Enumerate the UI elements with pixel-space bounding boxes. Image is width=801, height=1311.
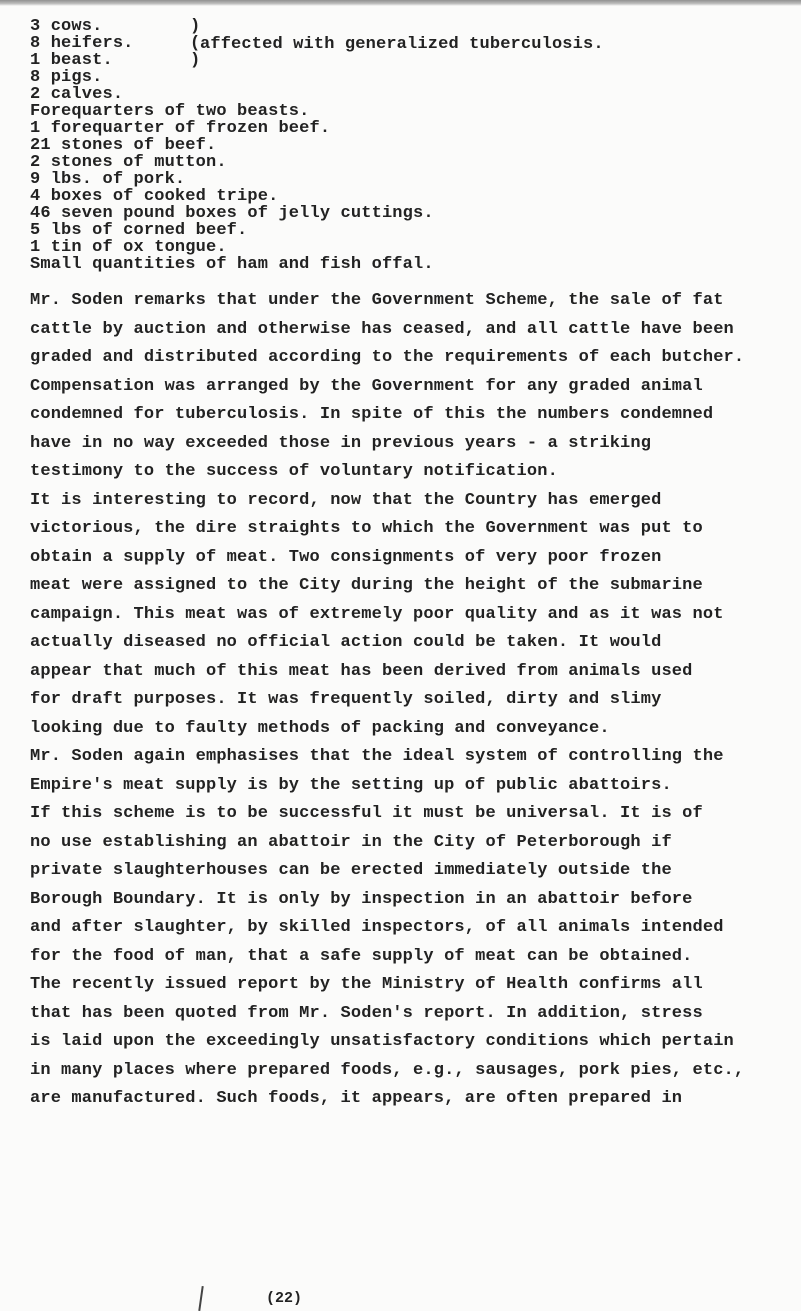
text-line: Mr. Soden remarks that under the Government Scheme, the sale of fat <box>30 291 724 310</box>
tuberculosis-group <box>30 18 790 69</box>
list-item: 9 lbs. of pork. <box>30 170 186 189</box>
text-line: Empire's meat supply is by the setting up of public abattoirs. <box>30 775 672 795</box>
text-line: If this scheme is to be successful it must be universal. It is of <box>30 804 703 823</box>
paragraph-grading <box>30 287 790 487</box>
text-line: victorious, the dire straights to which the Government was put to <box>30 519 703 538</box>
list-item: 2 calves. <box>30 85 124 104</box>
text-line: no use establishing an abattoir in the City of Peterborough if <box>30 832 672 852</box>
text-line: Mr. Soden again emphasises that the ideal system of controlling the <box>30 747 724 766</box>
text-line: Borough Boundary. It is only by inspection in an abattoir before <box>30 889 693 909</box>
text-line: for draft purposes. It was frequently soiled, dirty and slimy <box>30 690 662 709</box>
page-number: (22) <box>266 1290 303 1307</box>
pen-mark <box>198 1286 203 1311</box>
text-line: and after slaughter, by skilled inspectors, of all animals intended <box>30 918 724 937</box>
text-line: is laid upon the exceedingly unsatisfactory conditions which pertain <box>30 1032 734 1051</box>
group-note: affected with generalized tuberculosis. <box>200 35 604 54</box>
list-item: 8 pigs. <box>30 68 103 87</box>
list-item: 4 boxes of cooked tripe. <box>30 187 279 206</box>
paragraph-abattoirs <box>30 743 790 1114</box>
list-item: 21 stones of beef. <box>30 136 217 155</box>
text-line: private slaughterhouses can be erected immediately outside the <box>30 861 672 880</box>
text-line: looking due to faulty methods of packing and conveyance. <box>30 718 610 738</box>
document-text <box>30 18 790 1114</box>
text-line: meat were assigned to the City during the height of the submarine <box>30 576 703 595</box>
text-line: graded and distributed according to the requirements of each butcher. <box>30 348 745 367</box>
list-item: Small quantities of ham and fish offal. <box>30 255 434 274</box>
list-item: 8 heifers. <box>30 34 134 53</box>
scan-top-edge <box>0 0 801 6</box>
list-item: 46 seven pound boxes of jelly cuttings. <box>30 204 434 223</box>
list-item: 1 forequarter of frozen beef. <box>30 119 331 138</box>
brace-glyph: ) ( ) <box>190 17 201 70</box>
text-line: that has been quoted from Mr. Soden's report. In addition, stress <box>30 1003 703 1023</box>
text-line: testimony to the success of voluntary notification. <box>30 462 558 481</box>
text-line: cattle by auction and otherwise has ceased, and all cattle have been <box>30 319 734 339</box>
list-item: 2 stones of mutton. <box>30 153 227 172</box>
text-line: are manufactured. Such foods, it appears, are often prepared in <box>30 1089 683 1108</box>
text-line: It is interesting to record, now that the Country has emerged <box>30 490 662 510</box>
text-line: Compensation was arranged by the Government for any graded animal <box>30 376 703 396</box>
text-line: have in no way exceeded those in previous years - a striking <box>30 433 652 453</box>
list-item: 5 lbs of corned beef. <box>30 221 248 240</box>
text-line: actually diseased no official action could be taken. It would <box>30 633 662 652</box>
list-item: 3 cows. <box>30 17 103 36</box>
text-line: for the food of man, that a safe supply of meat can be obtained. <box>30 946 693 966</box>
list-item: Forequarters of two beasts. <box>30 102 310 121</box>
list-item: 1 beast. <box>30 51 113 70</box>
text-line: in many places where prepared foods, e.g., sausages, pork pies, etc., <box>30 1060 745 1080</box>
text-line: obtain a supply of meat. Two consignments of very poor frozen <box>30 547 662 567</box>
text-line: campaign. This meat was of extremely poor quality and as it was not <box>30 604 724 624</box>
text-line: The recently issued report by the Ministry of Health confirms all <box>30 975 703 994</box>
text-line: appear that much of this meat has been derived from animals used <box>30 661 693 681</box>
text-line: condemned for tuberculosis. In spite of this the numbers condemned <box>30 405 714 424</box>
list-item: 1 tin of ox tongue. <box>30 238 227 257</box>
condemned-items-list <box>30 18 790 273</box>
paragraph-frozen-meat <box>30 487 790 744</box>
